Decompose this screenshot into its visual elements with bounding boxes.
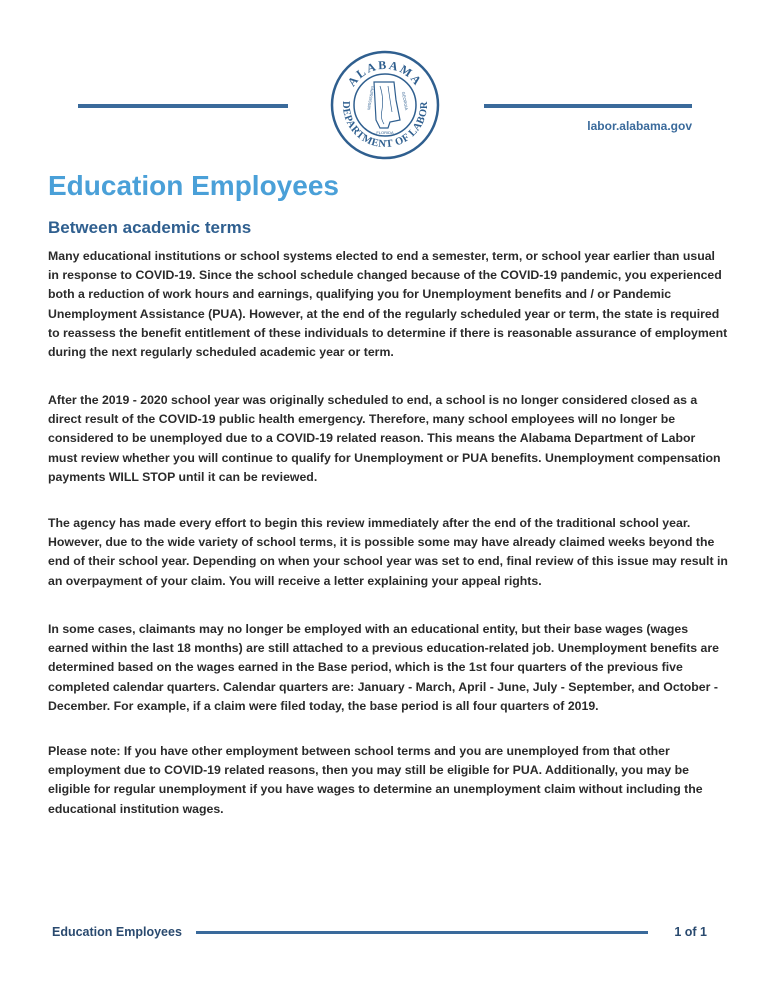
- department-seal: [330, 50, 440, 160]
- footer-label: Education Employees: [52, 925, 182, 939]
- header-rule-right: [484, 104, 692, 108]
- seal-label-mississippi: MISSISSIPPI: [366, 85, 376, 111]
- paragraph-5: Please note: If you have other employment between school terms and you are unemployed from that other employment due to COVID-19 related reasons, then you may still be eligible for PUA. Additionally, you may be eligible for regular unemployment if you have wages to determine an unemployment claim without including the educational institution wages.: [48, 744, 703, 816]
- website-link[interactable]: labor.alabama.gov: [587, 119, 692, 133]
- seal-label-florida: FLORIDA: [376, 130, 394, 135]
- header-rule-left: [78, 104, 288, 108]
- seal-top-text: ALABAMA: [344, 57, 426, 89]
- paragraph-2: After the 2019 - 2020 school year was originally scheduled to end, a school is no longer considered closed as a direct result of the COVID-19 public health emergency. Therefore, many school employees will no longer be considered to be unemployed due to a COVID-19 related reason. This means the Alabama Department of Labor must review whether you will continue to qualify for Unemployment or PUA benefits. Unemployment compensation payments WILL STOP until it can be reviewed.: [48, 393, 721, 484]
- page-title: Education Employees: [48, 170, 339, 201]
- paragraph-1: Many educational institutions or school systems elected to end a semester, term, or school year earlier than usual in response to COVID-19. Since the school schedule changed because of the COVID-19 pandemic, you experienced both a reduction of work hours and earnings, qualifying you for Unemployment benefits and / or Pandemic Unemployment Assistance (PUA). However, at the end of the regularly scheduled year or term, the state is required to reassess the benefit entitlement of these individuals to determine if there is reasonable assurance of employment during the next regularly scheduled academic year or term.: [48, 249, 728, 360]
- page-subtitle: Between academic terms: [48, 218, 252, 237]
- footer-page-number: 1 of 1: [674, 925, 707, 939]
- seal-label-georgia: GEORGIA: [401, 91, 410, 111]
- seal-bottom-text: DEPARTMENT OF LABOR: [339, 100, 431, 151]
- footer-rule: [196, 931, 648, 934]
- paragraph-3: The agency has made every effort to begin this review immediately after the end of the traditional school year. However, due to the wide variety of school terms, it is possible some may have already claimed weeks beyond the end of their school year. Depending on when your school year was set to end, final review of this issue may result in an overpayment of your claim. You will receive a letter explaining your appeal rights.: [48, 516, 728, 588]
- paragraph-4: In some cases, claimants may no longer be employed with an educational entity, but their base wages (wages earned within the last 18 months) are still attached to a previous education-related job. Unemployment benefits are determined based on the wages earned in the Base period, which is the 1st four quarters of the previous five completed calendar quarters. Calendar quarters are: January - March, April - June, July - September, and October - December. For example, if a claim were filed today, the base period is all four quarters of 2019.: [48, 622, 720, 713]
